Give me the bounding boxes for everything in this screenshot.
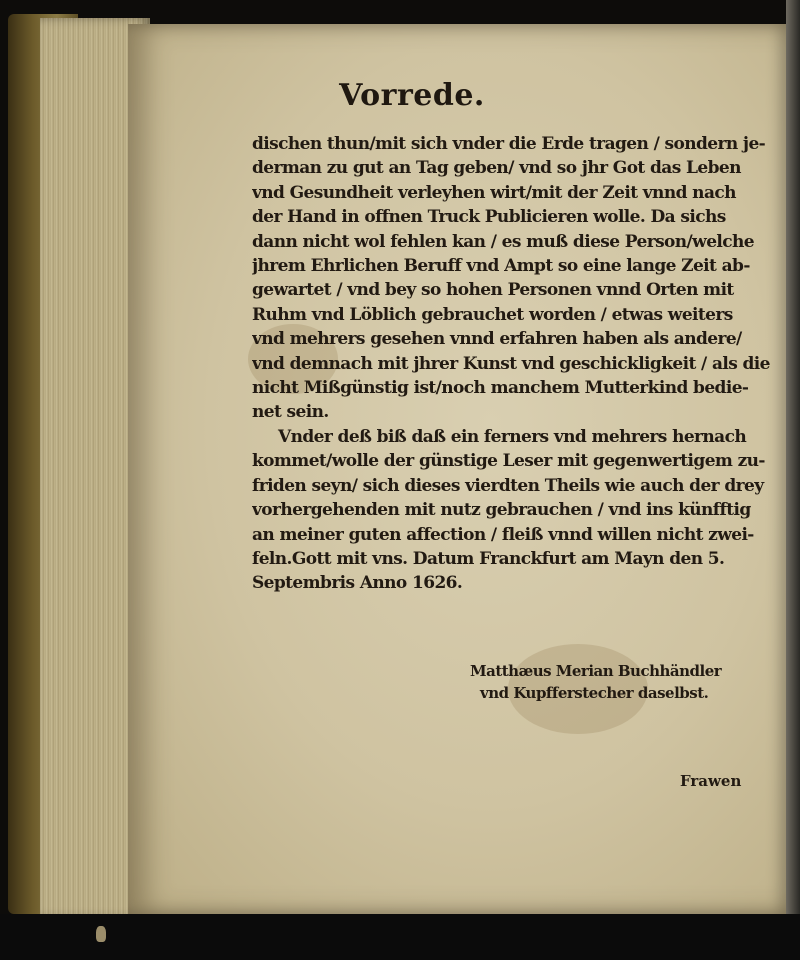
text-line: an meiner guten affection / fleiß vnnd willen nicht zwei- xyxy=(252,524,754,545)
text-line: vnd demnach mit jhrer Kunst vnd geschickligkeit / als die xyxy=(252,353,770,374)
text-line: Septembris Anno 1626. xyxy=(252,573,463,594)
text-line: net sein. xyxy=(252,402,329,423)
signature-line: vnd Kupfferstecher daselbst. xyxy=(480,684,709,702)
text-line: derman zu gut an Tag geben/ vnd so jhr Got das Leben xyxy=(252,158,741,179)
text-line: dann nicht wol fehlen kan / es muß diese Person/welche xyxy=(252,231,754,252)
text-line: friden seyn/ sich dieses vierdten Theils wie auch der drey xyxy=(252,475,764,496)
text-line: gewartet / vnd bey so hohen Personen vnnd Orten mit xyxy=(252,280,734,301)
text-line: feln.Gott mit vns. Datum Franckfurt am Mayn den 5. xyxy=(252,548,725,569)
text-line: kommet/wolle der günstige Leser mit gegenwertigem zu- xyxy=(252,451,765,472)
paper-fragment xyxy=(96,926,106,942)
text-line: vorhergehenden mit nutz gebrauchen / vnd ins künfftig xyxy=(252,500,751,521)
text-line: dischen thun/mit sich vnder die Erde tragen / sondern je- xyxy=(252,134,766,154)
text-line: der Hand in offnen Truck Publicieren wolle. Da sichs xyxy=(252,207,726,228)
text-line: vnd Gesundheit verleyhen wirt/mit der Zeit vnnd nach xyxy=(252,182,736,203)
signature-line: Matthæus Merian Buchhändler xyxy=(470,662,722,680)
signature-block xyxy=(470,660,770,704)
text-line: Ruhm vnd Löblich gebrauchet worden / etwas weiters xyxy=(252,304,733,325)
catchword: Frawen xyxy=(680,772,742,790)
body-text xyxy=(252,132,772,596)
text-line: Vnder deß biß daß ein ferners vnd mehrers hernach xyxy=(278,426,747,447)
table-surface xyxy=(0,914,800,960)
page-header: Vorrede. xyxy=(339,78,485,113)
text-line: vnd mehrers gesehen vnnd erfahren haben als andere/ xyxy=(252,329,742,350)
facing-page-edge xyxy=(786,0,800,960)
text-line: jhrem Ehrlichen Beruff vnd Ampt so eine lange Zeit ab- xyxy=(252,256,750,277)
text-line: nicht Mißgünstig ist/noch manchem Mutterkind bedie- xyxy=(252,378,749,399)
